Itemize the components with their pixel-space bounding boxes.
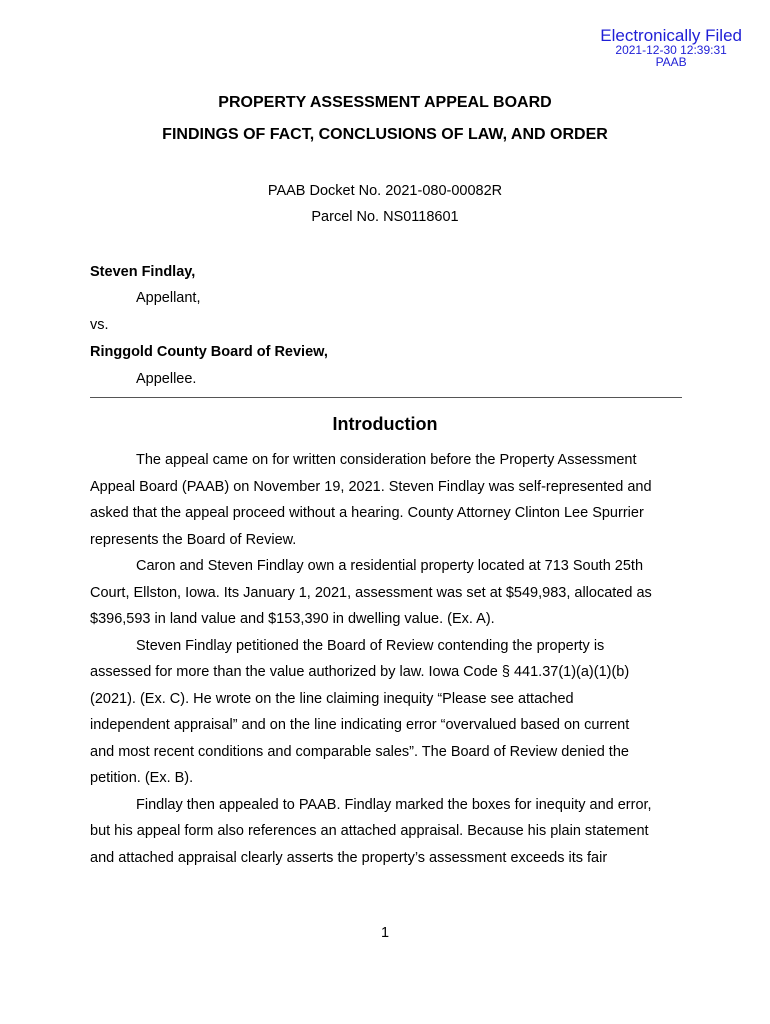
text-line: Court, Ellston, Iowa. Its January 1, 2021, assessment was set at $549,983, allocated as	[90, 584, 652, 601]
document-title: FINDINGS OF FACT, CONCLUSIONS OF LAW, AND ORDER	[162, 126, 608, 143]
paragraph	[90, 633, 682, 792]
text-line: and most recent conditions and comparable sales”. The Board of Review denied the	[90, 743, 629, 760]
text-line: The appeal came on for written consideration before the Property Assessment	[136, 452, 637, 468]
text-line: assessed for more than the value authorized by law. Iowa Code § 441.37(1)(a)(1)(b)	[90, 664, 630, 680]
paragraph	[90, 553, 682, 633]
appellee-name: Ringgold County Board of Review,	[90, 344, 328, 360]
text-line: asked that the appeal proceed without a hearing. County Attorney Clinton Lee Spurrier	[90, 505, 644, 521]
stamp-datetime: 2021-12-30 12:39:31	[615, 43, 727, 57]
parcel-number: Parcel No. NS0118601	[311, 209, 459, 225]
text-line: represents the Board of Review.	[90, 531, 297, 548]
text-line: (2021). (Ex. C). He wrote on the line claiming inequity “Please see attached	[90, 690, 574, 707]
docket-number: PAAB Docket No. 2021-080-00082R	[267, 183, 503, 199]
board-title: PROPERTY ASSESSMENT APPEAL BOARD	[218, 94, 552, 111]
introduction-body	[90, 447, 682, 871]
text-line: Caron and Steven Findlay own a residential property located at 713 South 25th	[136, 558, 644, 574]
section-title: Introduction	[332, 414, 438, 434]
text-line: Appeal Board (PAAB) on November 19, 2021. Steven Findlay was self-represented and	[90, 478, 652, 495]
text-line: Findlay then appealed to PAAB. Findlay marked the boxes for inequity and error,	[136, 796, 652, 813]
stamp-agency: PAAB	[655, 55, 687, 69]
text-line: $396,593 in land value and $153,390 in dwelling value. (Ex. A).	[90, 611, 495, 627]
paragraph	[90, 447, 682, 553]
text-line: but his appeal form also references an attached appraisal. Because his plain statement	[90, 823, 649, 839]
text-line: independent appraisal” and on the line indicating error “overvalued based on current	[90, 717, 630, 733]
versus-label: vs.	[90, 317, 109, 333]
paragraph	[90, 792, 682, 872]
stamp-title: Electronically Filed	[600, 26, 742, 45]
appellant-name: Steven Findlay,	[90, 264, 196, 280]
text-line: and attached appraisal clearly asserts the property’s assessment exceeds its fair	[90, 849, 608, 866]
electronic-filing-stamp	[600, 27, 742, 68]
text-line: Steven Findlay petitioned the Board of Review contending the property is	[136, 637, 605, 654]
page-number: 1	[380, 925, 390, 941]
text-line: petition. (Ex. B).	[90, 770, 194, 786]
section-divider	[90, 397, 682, 398]
appellant-role: Appellant,	[136, 290, 201, 306]
appellee-role: Appellee.	[136, 371, 197, 387]
